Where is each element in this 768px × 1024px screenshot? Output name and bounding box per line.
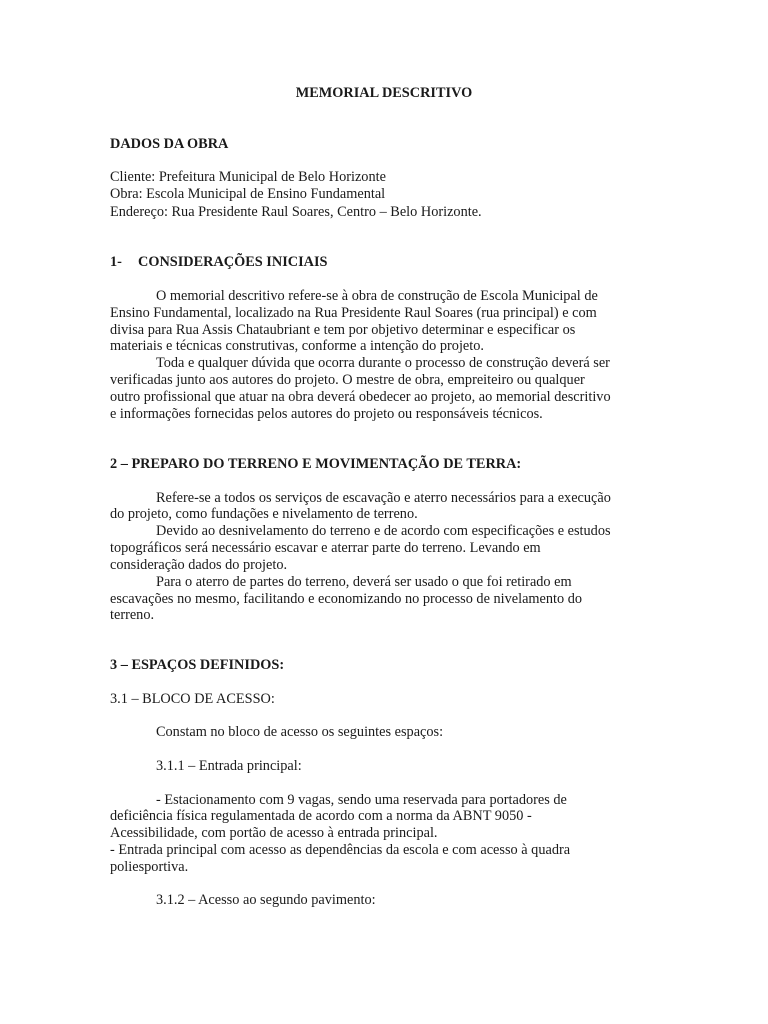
section2-paragraph-line: Refere-se a todos os serviços de escavação e aterro necessários para a execução	[156, 490, 611, 506]
section1-heading	[110, 254, 327, 271]
cliente-line: Cliente: Prefeitura Municipal de Belo Horizonte	[110, 169, 386, 185]
endereco-line: Endereço: Rua Presidente Raul Soares, Centro – Belo Horizonte.	[110, 204, 482, 220]
section2-heading: 2 – PREPARO DO TERRENO E MOVIMENTAÇÃO DE TERRA:	[110, 456, 522, 472]
entrada-item-line: Acessibilidade, com portão de acesso à entrada principal.	[110, 825, 438, 841]
section1-paragraph-line: materiais e técnicas construtivas, conforme a intenção do projeto.	[110, 338, 484, 354]
section1-paragraph-line: O memorial descritivo refere-se à obra de construção de Escola Municipal de	[156, 288, 598, 304]
entrada-item-line: poliesportiva.	[110, 859, 189, 875]
subsection-3-1-1-heading: 3.1.1 – Entrada principal:	[156, 758, 302, 774]
entrada-item-line: - Entrada principal com acesso as dependências da escola e com acesso à quadra	[110, 842, 571, 858]
section1-paragraph-line: Ensino Fundamental, localizado na Rua Presidente Raul Soares (rua principal) e com	[110, 305, 597, 321]
section2-paragraph-line: Para o aterro de partes do terreno, deverá ser usado o que foi retirado em	[156, 574, 572, 590]
subsection-3-1-2-heading: 3.1.2 – Acesso ao segundo pavimento:	[156, 892, 376, 908]
obra-line: Obra: Escola Municipal de Ensino Fundamental	[110, 186, 386, 202]
section1-title: CONSIDERAÇÕES INICIAIS	[138, 254, 328, 270]
section2-paragraph-line: terreno.	[110, 607, 155, 623]
section2-paragraph-line: do projeto, como fundações e nivelamento de terreno.	[110, 506, 418, 522]
section1-paragraph-line: Toda e qualquer dúvida que ocorra durante o processo de construção deverá ser	[156, 355, 610, 371]
section2-paragraph-line: escavações no mesmo, facilitando e economizando no processo de nivelamento do	[110, 591, 583, 607]
entrada-item-line: - Estacionamento com 9 vagas, sendo uma reservada para portadores de	[156, 792, 567, 808]
entrada-item-line: deficiência física regulamentada de acordo com a norma da ABNT 9050 -	[110, 808, 532, 824]
section2-paragraph-line: Devido ao desnivelamento do terreno e de acordo com especificações e estudos	[156, 523, 611, 539]
bloco-acesso-intro: Constam no bloco de acesso os seguintes espaços:	[156, 724, 444, 740]
subsection-3-1-heading: 3.1 – BLOCO DE ACESSO:	[110, 691, 275, 707]
section1-paragraph-line: divisa para Rua Assis Chataubriant e tem por objetivo determinar e especificar os	[110, 322, 576, 338]
section1-number: 1-	[110, 254, 122, 270]
section2-paragraph-line: consideração dados do projeto.	[110, 557, 288, 573]
section1-paragraph-line: e informações fornecidas pelos autores do projeto ou responsáveis técnicos.	[110, 406, 543, 422]
section1-paragraph-line: outro profissional que atuar na obra deverá obedecer ao projeto, ao memorial descritivo	[110, 389, 611, 405]
section3-heading: 3 – ESPAÇOS DEFINIDOS:	[110, 657, 285, 673]
dados-obra-heading: DADOS DA OBRA	[110, 136, 229, 152]
section1-paragraph-line: verificadas junto aos autores do projeto. O mestre de obra, empreiteiro ou qualquer	[110, 372, 585, 388]
document-title: MEMORIAL DESCRITIVO	[295, 85, 473, 101]
section2-paragraph-line: topográficos será necessário escavar e aterrar parte do terreno. Levando em	[110, 540, 541, 556]
